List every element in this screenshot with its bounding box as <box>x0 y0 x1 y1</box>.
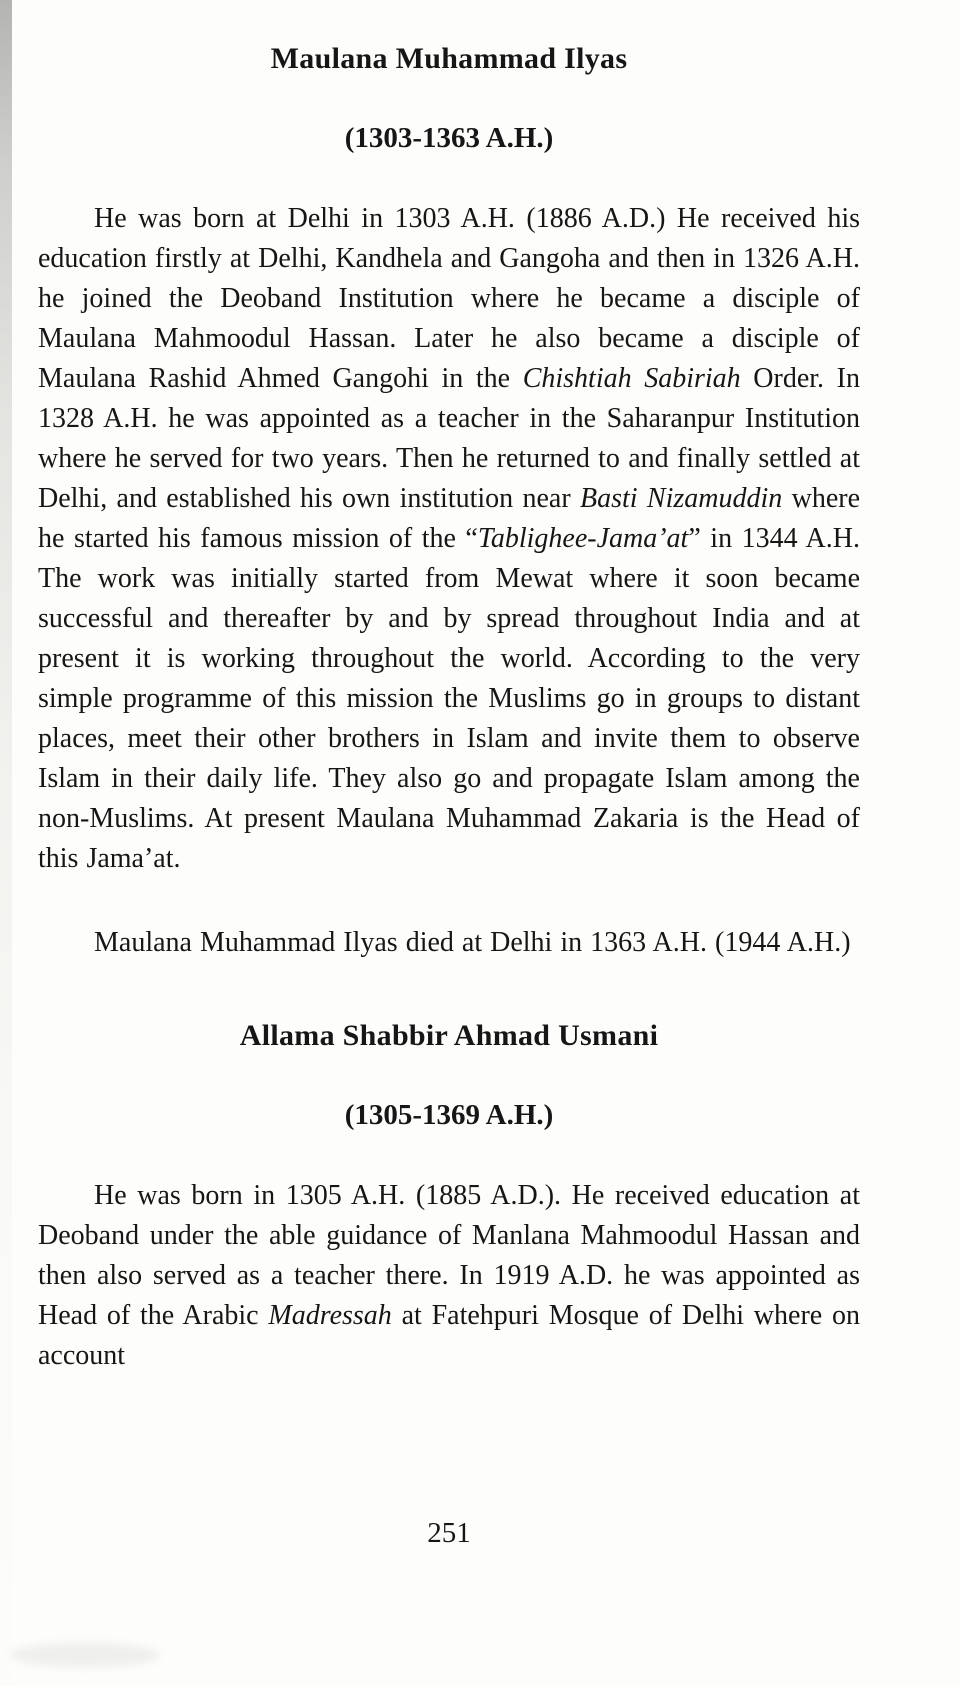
scan-edge-artifact <box>0 0 12 1686</box>
paragraph <box>38 923 860 963</box>
text-run: He was born in 1305 A.H. (1885 A.D.). He received education at Deoband under the able guidance of Manlana Mahmoodul Hassan and then also served as a teacher there. In 1919 A.D. he was appointed as Head of the Arabic <box>38 1180 860 1331</box>
italic-text-run: Madressah <box>268 1300 392 1331</box>
text-run: Order. In 1328 A.H. he was appointed as a teacher in the Saharanpur Institution where he served for two years. Then he returned to and finally settled at Delhi, and established his own institution near <box>38 363 860 514</box>
text-run: He was born at Delhi in 1303 A.H. (1886 A.D.) He received his education firstly at Delhi, Kandhela and Gangoha and then in 1326 A.H. he joined the Deoband Institution where he became a disciple of Maulana Mahmoodul Hassan. Later he also became a disciple of Maulana Rashid Ahmed Gangohi in the <box>38 203 860 394</box>
paragraph <box>38 199 860 879</box>
section-allama-shabbir-ahmad-usmani <box>38 1019 860 1376</box>
page-number: 251 <box>427 1517 471 1549</box>
italic-text-run: Tablighee-Jama’at <box>477 523 689 554</box>
section-dates: (1305-1369 A.H.) <box>344 1099 554 1131</box>
section-title: Maulana Muhammad Ilyas <box>270 42 628 75</box>
section-dates: (1303-1363 A.H.) <box>344 122 554 154</box>
section-title: Allama Shabbir Ahmad Usmani <box>239 1019 659 1052</box>
section-maulana-muhammad-ilyas <box>38 42 860 963</box>
scan-smudge-artifact <box>10 1642 160 1668</box>
paragraph <box>38 1176 860 1376</box>
text-run: at Fatehpuri Mosque of Delhi where on account <box>38 1300 861 1371</box>
text-run: where he started his famous mission of the “ <box>38 483 860 554</box>
italic-text-run: Chishtiah Sabiriah <box>522 363 741 394</box>
italic-text-run: Basti Nizamuddin <box>580 483 783 514</box>
text-run: ” in 1344 A.H. The work was initially started from Mewat where it soon became successful and thereafter by and by spread throughout India and at present it is working throughout the world. According to the very simple programme of this mission the Muslims go in groups to distant places, meet their other brothers in Islam and invite them to observe Islam in their daily life. They also go and propagate Islam among the non-Muslims. At present Maulana Muhammad Zakaria is the Head of this Jama’at. <box>38 523 860 874</box>
text-run: Maulana Muhammad Ilyas died at Delhi in 1363 A.H. (1944 A.H.) <box>94 927 851 958</box>
